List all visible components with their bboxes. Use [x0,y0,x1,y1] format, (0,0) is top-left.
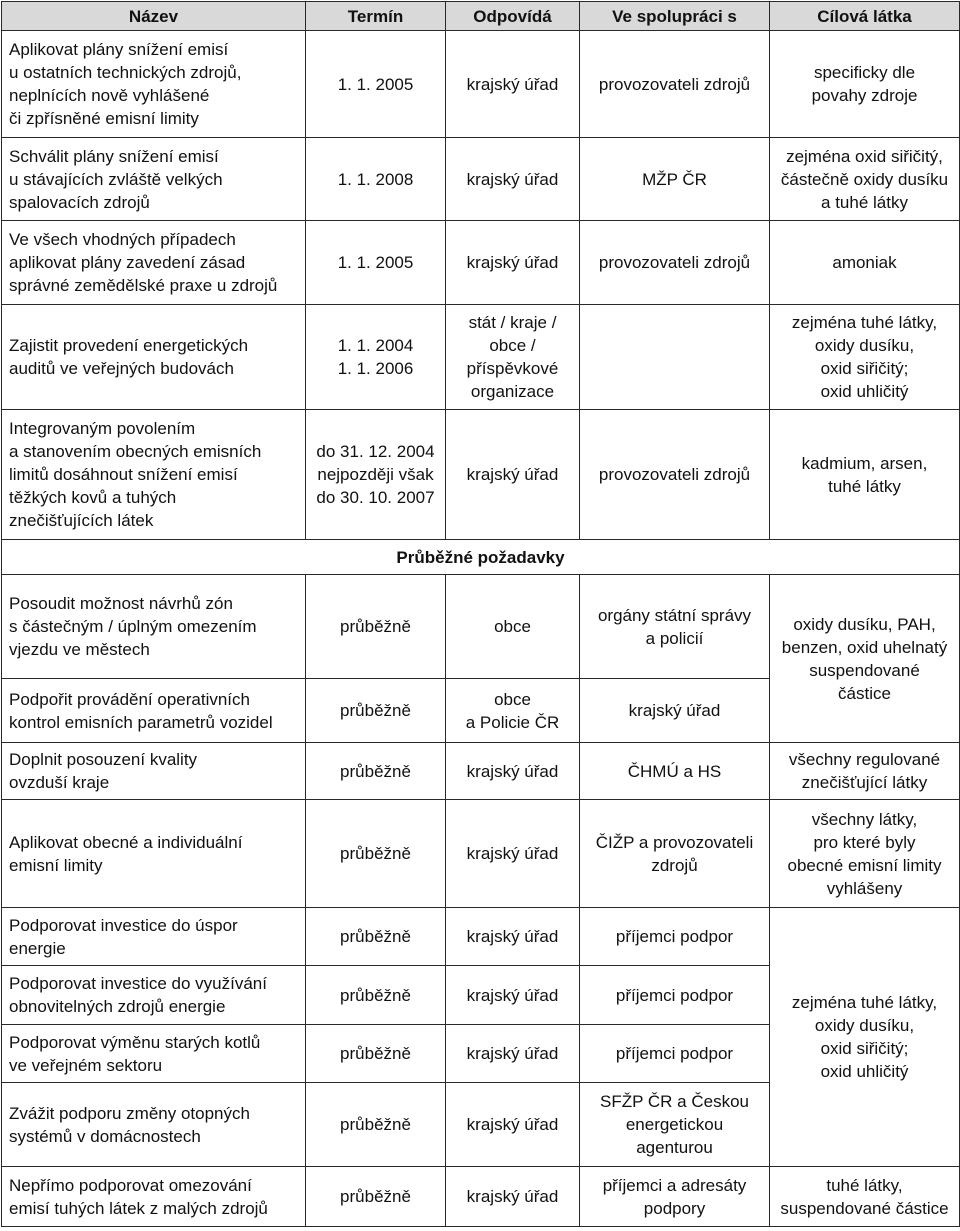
cell-responsible: krajský úřad [446,1025,580,1083]
cell-term: 1. 1. 2008 [306,138,446,221]
cell-target: tuhé látky, suspendované částice [770,1167,960,1227]
cell-cooperation: provozovateli zdrojů [580,31,770,138]
table-row [2,138,960,221]
cell-term: průběžně [306,800,446,908]
table-row [2,800,960,908]
cell-cooperation: příjemci a adresáty podpory [580,1167,770,1227]
cell-responsible: krajský úřad [446,1083,580,1167]
cell-name: Doplnit posouzení kvality ovzduší kraje [2,743,306,800]
cell-term: 1. 1. 2005 [306,221,446,305]
cell-responsible: krajský úřad [446,1167,580,1227]
header-cooperation: Ve spolupráci s [580,2,770,31]
table-row [2,743,960,800]
cell-responsible: krajský úřad [446,221,580,305]
cell-target: specificky dle povahy zdroje [770,31,960,138]
cell-cooperation: ČHMÚ a HS [580,743,770,800]
header-term: Termín [306,2,446,31]
cell-target: amoniak [770,221,960,305]
cell-cooperation: příjemci podpor [580,908,770,966]
cell-cooperation [580,305,770,410]
table-row [2,1167,960,1227]
cell-cooperation: příjemci podpor [580,966,770,1025]
cell-name: Aplikovat plány snížení emisí u ostatních technických zdrojů, neplnících nově vyhlášené či zpřísněné emisní limity [2,31,306,138]
cell-target: všechny látky, pro které byly obecné emisní limity vyhlášeny [770,800,960,908]
cell-responsible: krajský úřad [446,410,580,540]
cell-term: průběžně [306,679,446,743]
cell-term: průběžně [306,1167,446,1227]
cell-name: Aplikovat obecné a individuální emisní limity [2,800,306,908]
header-target-substance: Cílová látka [770,2,960,31]
cell-term: průběžně [306,1025,446,1083]
cell-term: průběžně [306,966,446,1025]
cell-cooperation: provozovateli zdrojů [580,221,770,305]
table-row [2,305,960,410]
cell-cooperation: provozovateli zdrojů [580,410,770,540]
header-row [2,2,960,31]
cell-responsible: obce a Policie ČR [446,679,580,743]
cell-term: 1. 1. 2005 [306,31,446,138]
cell-name: Ve všech vhodných případech aplikovat plány zavedení zásad správné zemědělské praxe u zdrojů [2,221,306,305]
cell-cooperation: ČIŽP a provozovateli zdrojů [580,800,770,908]
cell-term: průběžně [306,1083,446,1167]
cell-name: Nepřímo podporovat omezování emisí tuhých látek z malých zdrojů [2,1167,306,1227]
cell-name: Integrovaným povolením a stanovením obecných emisních limitů dosáhnout snížení emisí těžkých kovů a tuhých znečišťujících látek [2,410,306,540]
cell-responsible: stát / kraje / obce / příspěvkové organizace [446,305,580,410]
header-responsible: Odpovídá [446,2,580,31]
cell-term: průběžně [306,575,446,679]
table-row [2,31,960,138]
cell-term: průběžně [306,908,446,966]
cell-cooperation: orgány státní správy a policií [580,575,770,679]
cell-target: oxidy dusíku, PAH, benzen, oxid uhelnatý suspendované částice [770,575,960,743]
cell-cooperation: MŽP ČR [580,138,770,221]
cell-target: zejména oxid siřičitý, částečně oxidy dusíku a tuhé látky [770,138,960,221]
section-title: Průběžné požadavky [2,540,960,575]
cell-responsible: krajský úřad [446,31,580,138]
cell-name: Podporovat výměnu starých kotlů ve veřejném sektoru [2,1025,306,1083]
cell-cooperation: SFŽP ČR a Českou energetickou agenturou [580,1083,770,1167]
section-row [2,540,960,575]
table-row [2,908,960,966]
cell-target: zejména tuhé látky, oxidy dusíku, oxid siřičitý; oxid uhličitý [770,305,960,410]
cell-term: do 31. 12. 2004 nejpozději však do 30. 10. 2007 [306,410,446,540]
cell-term: 1. 1. 2004 1. 1. 2006 [306,305,446,410]
measures-table [1,1,960,1227]
cell-responsible: krajský úřad [446,800,580,908]
cell-cooperation: krajský úřad [580,679,770,743]
table-row [2,221,960,305]
cell-name: Podporovat investice do úspor energie [2,908,306,966]
cell-responsible: obce [446,575,580,679]
table-row [2,410,960,540]
cell-term: průběžně [306,743,446,800]
cell-responsible: krajský úřad [446,138,580,221]
cell-target: kadmium, arsen, tuhé látky [770,410,960,540]
cell-name: Posoudit možnost návrhů zón s částečným / úplným omezením vjezdu ve městech [2,575,306,679]
cell-responsible: krajský úřad [446,743,580,800]
cell-name: Podpořit provádění operativních kontrol emisních parametrů vozidel [2,679,306,743]
cell-name: Zvážit podporu změny otopných systémů v domácnostech [2,1083,306,1167]
cell-name: Zajistit provedení energetických auditů ve veřejných budovách [2,305,306,410]
cell-name: Podporovat investice do využívání obnovitelných zdrojů energie [2,966,306,1025]
cell-target: zejména tuhé látky, oxidy dusíku, oxid siřičitý; oxid uhličitý [770,908,960,1167]
cell-cooperation: příjemci podpor [580,1025,770,1083]
table-row [2,575,960,679]
cell-target: všechny regulované znečišťující látky [770,743,960,800]
cell-responsible: krajský úřad [446,966,580,1025]
header-name: Název [2,2,306,31]
cell-name: Schválit plány snížení emisí u stávajících zvláště velkých spalovacích zdrojů [2,138,306,221]
cell-responsible: krajský úřad [446,908,580,966]
